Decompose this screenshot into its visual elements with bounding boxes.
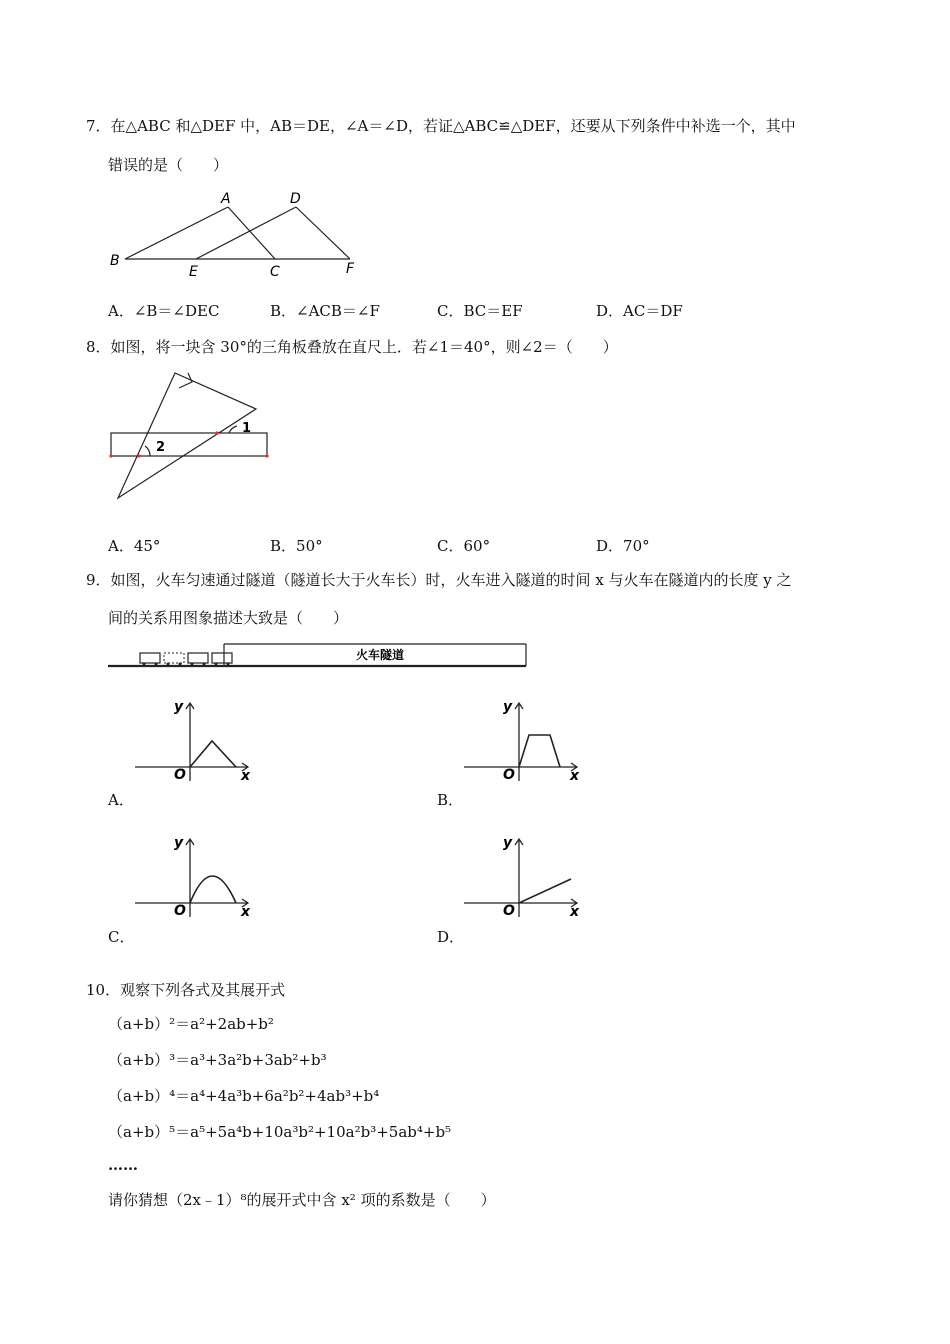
q7-segment-ac <box>228 207 275 259</box>
q9-option-a[interactable]: A． <box>108 791 134 809</box>
q7-label-f: F <box>346 261 355 277</box>
q7-stem-line2: 错误的是（ ） <box>108 156 229 174</box>
q9-graph-c[interactable] <box>130 833 250 918</box>
q8-option-c[interactable]: C．60° <box>437 537 491 555</box>
q9-option-b[interactable]: B． <box>437 791 464 809</box>
q10-stem: 10．观察下列各式及其展开式 <box>86 981 286 999</box>
q8-option-d[interactable]: D．70° <box>596 537 650 555</box>
graph-b-curve <box>519 735 560 767</box>
graph-c-x-label: x <box>241 904 251 920</box>
graph-c-origin: O <box>174 903 186 919</box>
train-car-1 <box>140 653 160 663</box>
q9-graph-a[interactable] <box>130 697 250 782</box>
q7-label-c: C <box>270 264 280 280</box>
q9-stem-line2: 间的关系用图象描述大致是（ ） <box>108 609 349 627</box>
q7-figure <box>100 185 370 280</box>
q8-angle-1-label: 1 <box>242 421 252 436</box>
graph-c-curve <box>190 876 236 903</box>
q7-option-c[interactable]: C．BC＝EF <box>437 302 523 320</box>
graph-a-origin: O <box>174 767 186 783</box>
q10-formula-2: （a+b）³＝a³+3a²b+3ab²+b³ <box>108 1051 327 1069</box>
q7-option-d[interactable]: D．AC＝DF <box>596 302 683 320</box>
q7-option-b[interactable]: B．∠ACB＝∠F <box>270 302 380 320</box>
q8-angle-2-label: 2 <box>156 440 166 455</box>
graph-b-origin: O <box>503 767 515 783</box>
q10-formula-4: （a+b）⁵＝a⁵+5a⁴b+10a³b²+10a²b³+5ab⁴+b⁵ <box>108 1123 452 1141</box>
q10-formula-3: （a+b）⁴＝a⁴+4a³b+6a²b²+4ab³+b⁴ <box>108 1087 380 1105</box>
q8-stem: 8．如图，将一块含 30°的三角板叠放在直尺上．若∠1＝40°，则∠2＝（ ） <box>86 338 618 356</box>
graph-d-x-label: x <box>570 904 580 920</box>
q7-label-b: B <box>110 253 120 269</box>
graph-b-y-label: y <box>503 699 513 715</box>
angle-1-arc <box>229 426 237 433</box>
graph-d-curve <box>519 879 571 903</box>
graph-c-y-label: y <box>174 835 184 851</box>
q8-option-b[interactable]: B．50° <box>270 537 323 555</box>
train-car-2 <box>164 653 184 663</box>
q10-ellipsis: …… <box>108 1156 138 1174</box>
graph-a-x-label: x <box>241 768 251 784</box>
q9-tunnel-figure <box>108 642 528 672</box>
graph-b-x-label: x <box>570 768 580 784</box>
q7-label-e: E <box>189 264 198 280</box>
q7-segment-df <box>296 207 350 259</box>
graph-a-curve <box>190 741 236 767</box>
q7-label-d: D <box>290 191 301 207</box>
train-car-4 <box>212 653 232 663</box>
train-car-3 <box>188 653 208 663</box>
q9-graph-d[interactable] <box>459 833 579 918</box>
set-square <box>118 373 256 498</box>
q10-question: 请你猜想（2x﹣1）⁸的展开式中含 x² 项的系数是（ ） <box>108 1191 496 1209</box>
q9-stem-line1: 9．如图，火车匀速通过隧道（隧道长大于火车长）时，火车进入隧道的时间 x 与火车在隧道内的长度 y 之 <box>86 571 792 589</box>
graph-d-origin: O <box>503 903 515 919</box>
q7-segment-ab <box>125 207 228 259</box>
q9-graph-b[interactable] <box>459 697 579 782</box>
tunnel-label: 火车隧道 <box>356 648 405 662</box>
angle-2-arc <box>145 446 150 456</box>
q7-segment-de <box>196 207 296 259</box>
q8-figure <box>105 365 275 505</box>
graph-d-y-label: y <box>503 835 513 851</box>
q9-option-d[interactable]: D． <box>437 928 465 946</box>
q9-option-c[interactable]: C． <box>108 928 135 946</box>
q7-label-a: A <box>221 191 231 207</box>
q7-option-a[interactable]: A．∠B＝∠DEC <box>108 302 220 320</box>
q7-stem-line1: 7．在△ABC 和△DEF 中，AB＝DE，∠A＝∠D，若证△ABC≌△DEF，还要从下列条件中补选一个，其中 <box>86 117 796 135</box>
graph-a-y-label: y <box>174 699 184 715</box>
q10-formula-1: （a+b）²＝a²+2ab+b² <box>108 1015 274 1033</box>
q8-option-a[interactable]: A．45° <box>108 537 161 555</box>
